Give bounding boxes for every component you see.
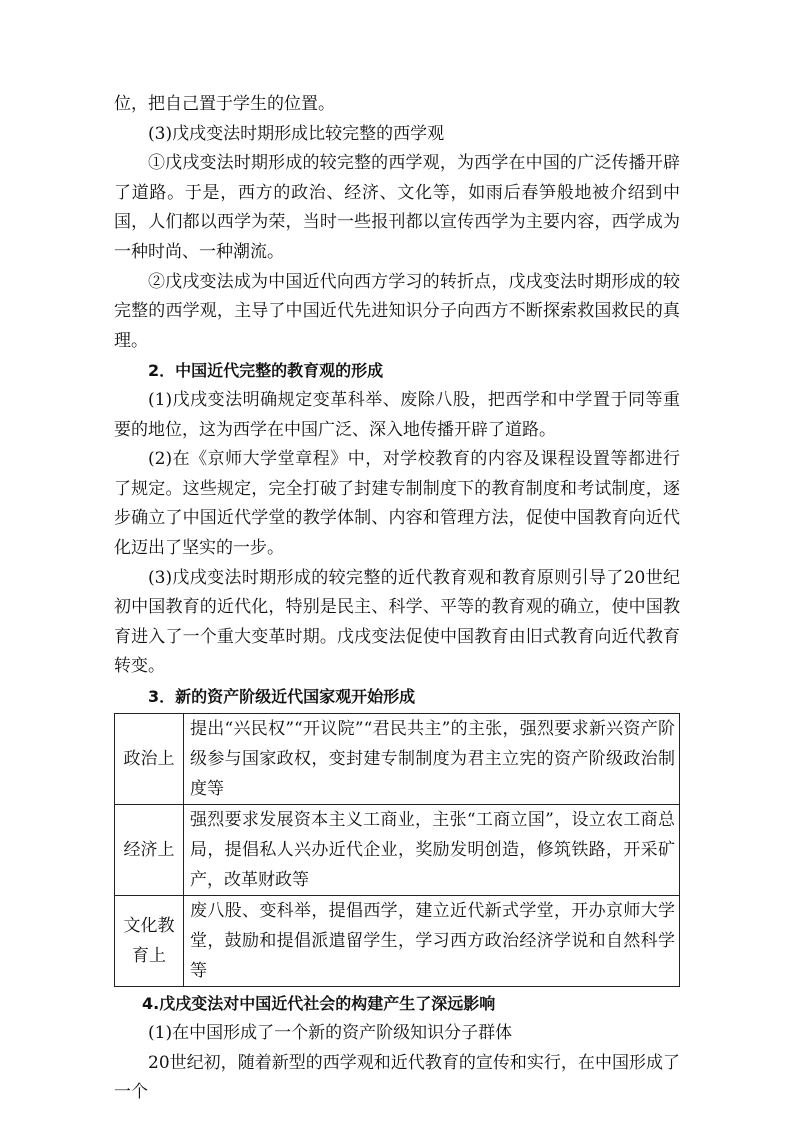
paragraph-education-1: (1)戊戌变法明确规定变革科举、废除八股，把西学和中学置于同等重要的地位，这为西学在中国广泛、深入地传播开辟了道路。 — [114, 389, 680, 440]
paragraph-education-2: (2)在《京师大学堂章程》中，对学校教育的内容及课程设置等都进行了规定。这些规定，完全打破了封建专制制度下的教育制度和考试制度，逐步确立了中国近代学堂的教学体制、内容和管理方法，促使中国教育向近代化迈出了坚实的一步。 — [114, 449, 680, 558]
paragraph-western-learning-1: ①戊戌变法时期形成的较完整的西学观，为西学在中国的广泛传播开辟了道路。于是，西方的政治、经济、文化等，如雨后春笋般地被介绍到中国，人们都以西学为荣，当时一些报刊都以宣传西学为主要内容，西学成为一种时尚、一种潮流。 — [114, 153, 680, 262]
table-category-cell: 文化教育上 — [115, 896, 184, 987]
paragraph-western-learning-2: ②戊戌变法成为中国近代向西方学习的转折点，戊戌变法时期形成的较完整的西学观，主导了中国近代先进知识分子向西方不断探索救国救民的真理。 — [114, 271, 680, 351]
section-heading-influence: 4.戊戌变法对中国近代社会的构建产生了深远影响 — [142, 994, 496, 1014]
document-page — [114, 90, 680, 1108]
table-content-cell: 废八股、变科举，提倡西学，建立近代新式学堂，开办京师大学堂，鼓励和提倡派遣留学生，学习西方政治经济学说和自然科学等 — [184, 896, 680, 987]
paragraph-education-3: (3)戊戌变法时期形成的较完整的近代教育观和教育原则引导了20世纪初中国教育的近代化，特别是民主、科学、平等的教育观的确立，使中国教育进入了一个重大变革时期。戊戌变法促使中国教育由旧式教育向近代教育转变。 — [114, 567, 680, 677]
section-heading-state-view: 3．新的资产阶级近代国家观开始形成 — [148, 686, 416, 706]
table-row — [115, 714, 680, 805]
table-content-cell: 强烈要求发展资本主义工商业，主张“工商立国”，设立农工商总局，提倡私人兴办近代企业，奖励发明创造，修筑铁路，开采矿产，改革财政等 — [184, 805, 680, 896]
paragraph-influence-2: 20世纪初，随着新型的西学观和近代教育的宣传和实行，在中国形成了一个 — [114, 1052, 680, 1103]
policy-table — [114, 713, 680, 987]
table-content-cell: 提出“兴民权”“开议院”“君民共主”的主张，强烈要求新兴资产阶级参与国家政权，变封建专制制度为君主立宪的资产阶级政治制度等 — [184, 714, 680, 805]
table-row — [115, 896, 680, 987]
table-category-cell: 政治上 — [115, 714, 184, 805]
subheading-western-learning: (3)戊戌变法时期形成比较完整的西学观 — [148, 123, 445, 144]
section-heading-education: 2．中国近代完整的教育观的形成 — [148, 361, 384, 381]
table-category-cell: 经济上 — [115, 805, 184, 896]
paragraph-continuation: 位，把自己置于学生的位置。 — [114, 94, 335, 114]
table-row — [115, 805, 680, 896]
paragraph-influence-1: (1)在中国形成了一个新的资产阶级知识分子群体 — [148, 1023, 513, 1044]
